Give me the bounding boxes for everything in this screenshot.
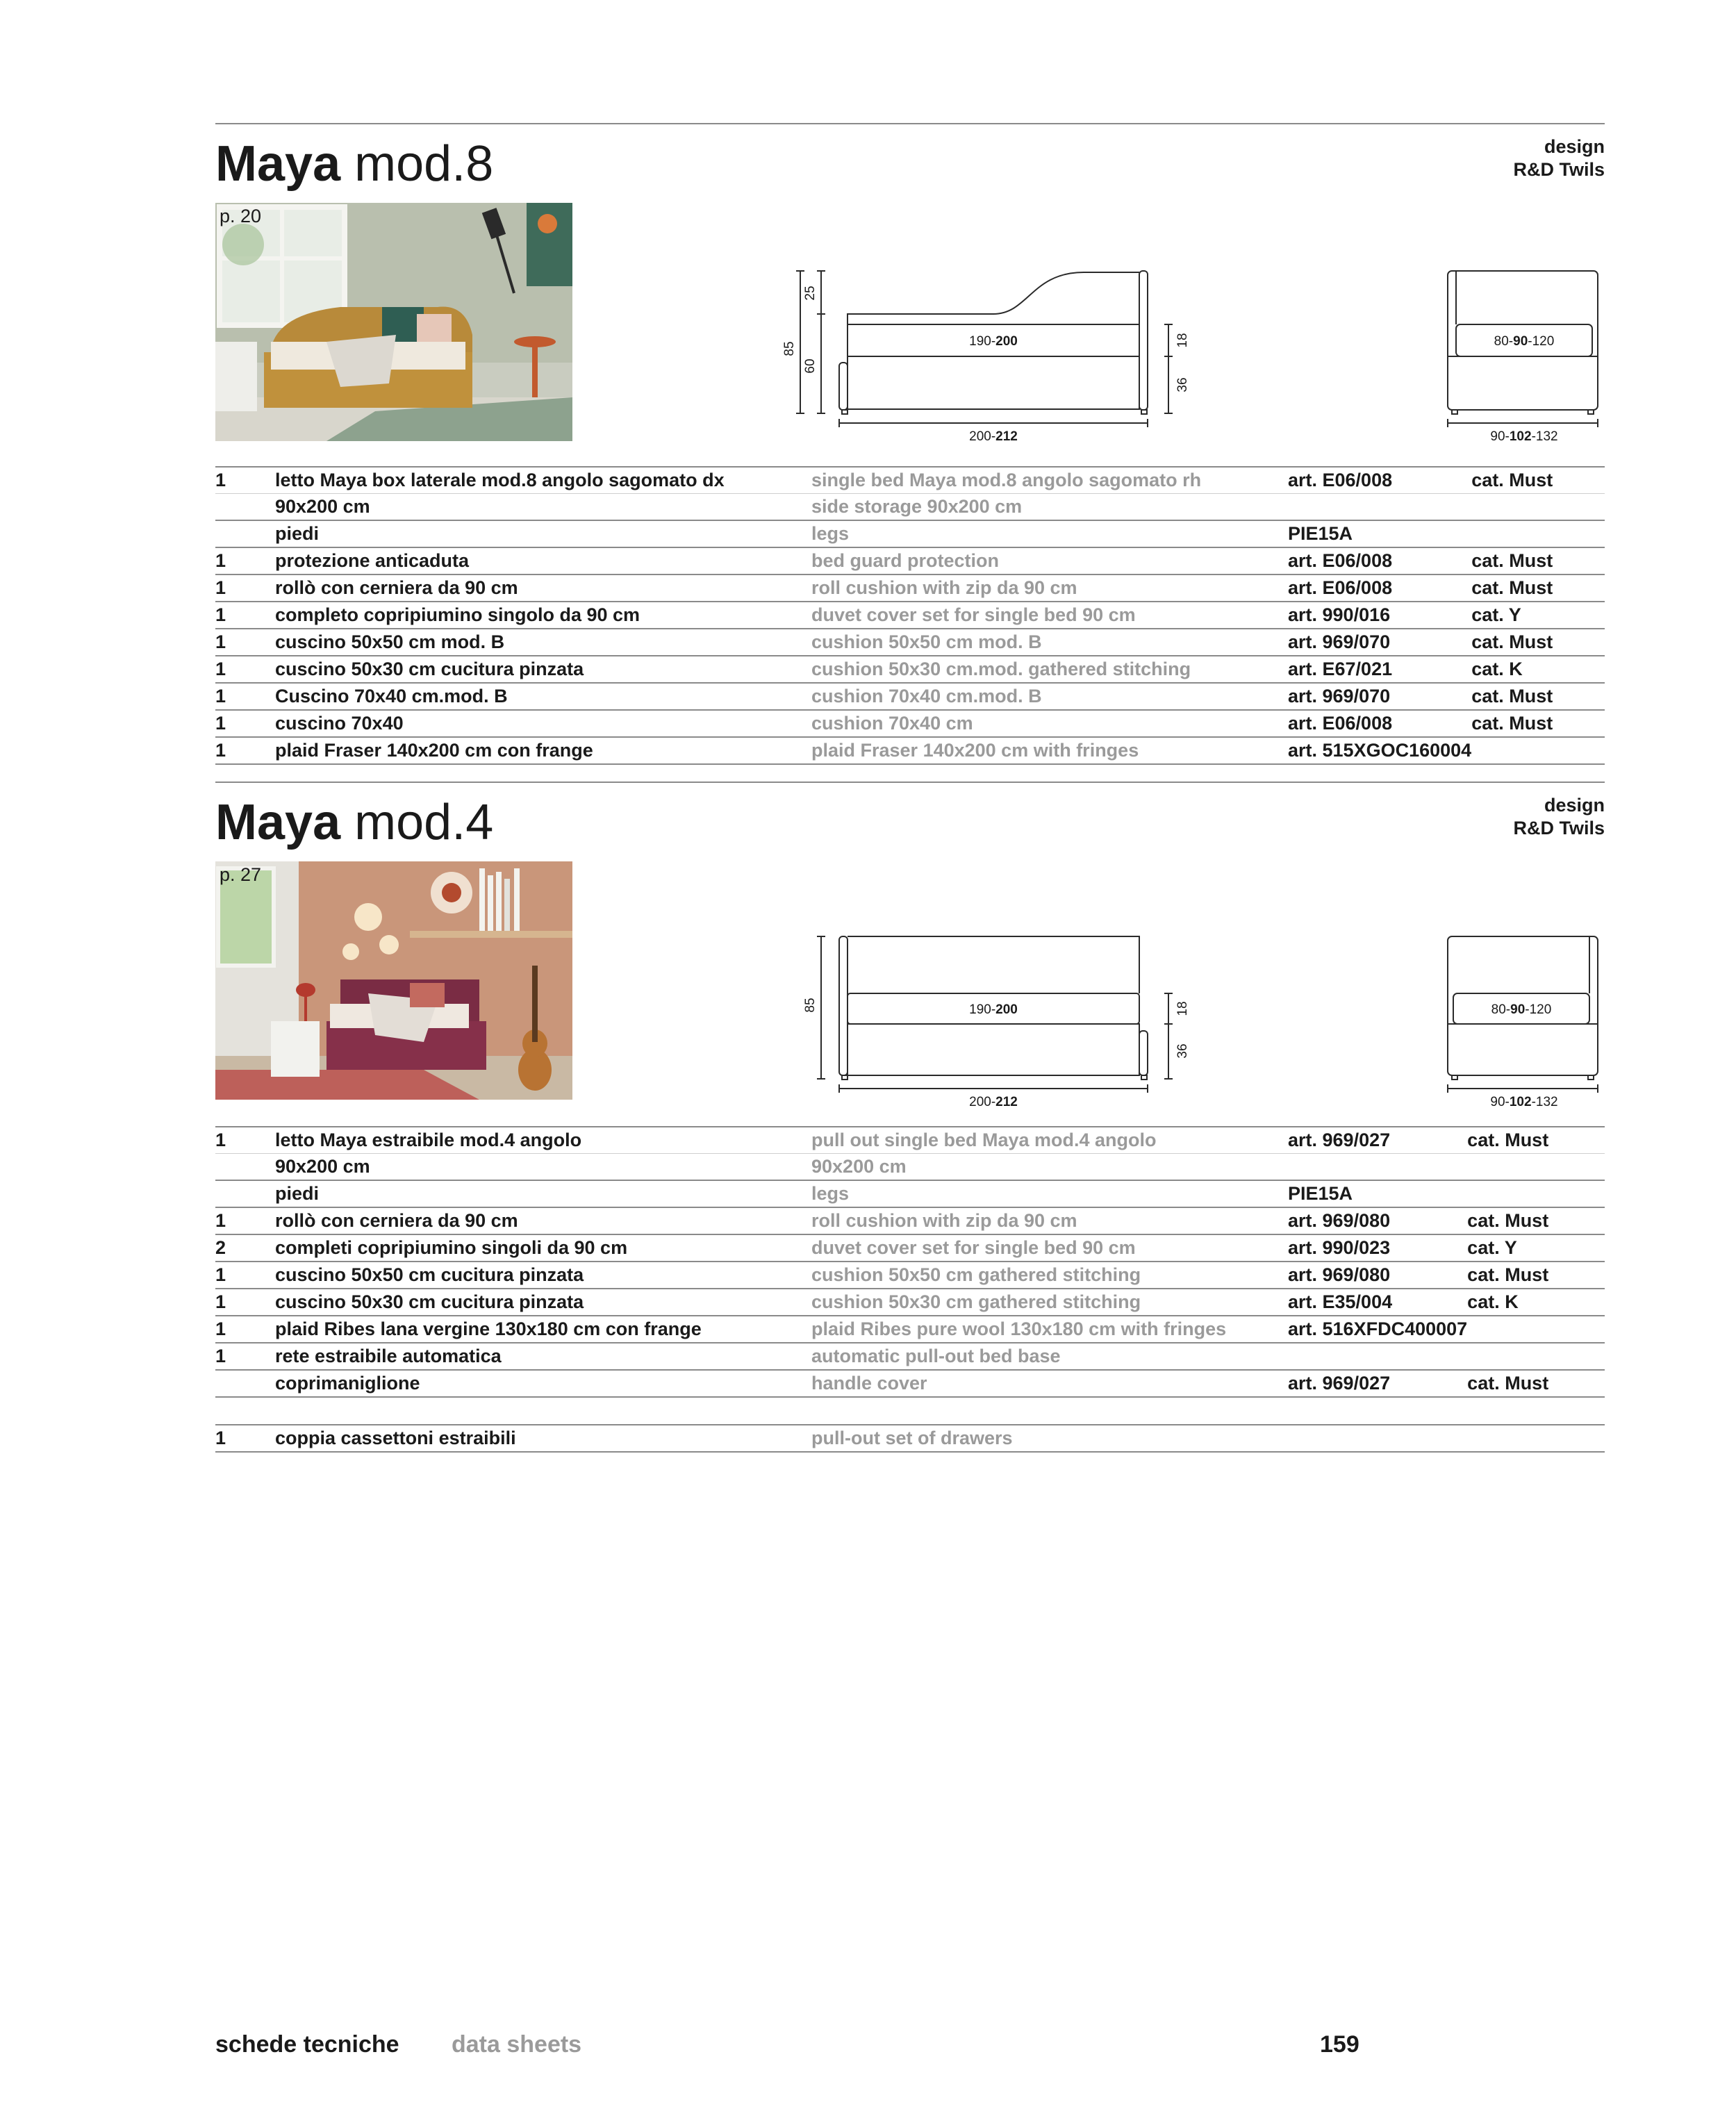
table-spacer [215, 1397, 1605, 1425]
item-it-cell: piedi [275, 1183, 320, 1204]
quantity-cell [215, 494, 275, 521]
article-code-cell [1288, 494, 1471, 521]
item-en-cell: pull out single bed Maya mod.4 angolo [811, 1130, 1157, 1150]
product-title [215, 133, 493, 195]
item-en-cell: roll cushion with zip da 90 cm [811, 577, 1077, 598]
category-cell: cat. K [1471, 659, 1523, 679]
table-row [215, 467, 1605, 494]
table-row [215, 1316, 1605, 1343]
category-cell [1471, 737, 1605, 764]
product-title [215, 791, 493, 854]
dim-overall-length: 200-212 [969, 429, 1018, 444]
quantity-cell: 1 [215, 740, 226, 761]
table-row [215, 629, 1605, 656]
dim-mattress-width: 80-90-120 [1491, 1002, 1552, 1017]
article-code-cell [1288, 1425, 1467, 1452]
article-code-cell: art. E67/021 [1288, 659, 1393, 679]
item-en-cell: side storage 90x200 cm [811, 496, 1023, 517]
item-it-cell: rollò con cerniera da 90 cm [275, 1210, 518, 1231]
dim-height-back: 25 [803, 286, 818, 301]
designer-name: R&D Twils [1513, 159, 1605, 180]
article-code-cell: art. 516XFDC400007 [1288, 1318, 1468, 1339]
category-cell: cat. Must [1471, 631, 1553, 652]
item-en-cell: pull-out set of drawers [811, 1428, 1013, 1448]
quantity-cell: 1 [215, 577, 226, 598]
category-cell: cat. Must [1471, 550, 1553, 571]
article-code-cell: art. 990/016 [1288, 604, 1391, 625]
quantity-cell: 1 [215, 1291, 226, 1312]
article-code-cell: art. 969/070 [1288, 686, 1391, 706]
item-it-cell: completi copripiumino singoli da 90 cm [275, 1237, 628, 1258]
quantity-cell [215, 1154, 275, 1181]
article-code-cell: PIE15A [1288, 523, 1353, 544]
article-code-cell: art. E35/004 [1288, 1291, 1393, 1312]
page-number: 159 [1320, 2031, 1359, 2058]
product-model: mod.4 [354, 795, 494, 850]
design-credit [1513, 135, 1605, 181]
footer-section-label: schede tecniche [215, 2031, 399, 2058]
dim-mattress-length: 190-200 [969, 1002, 1018, 1017]
table-row [215, 1180, 1605, 1207]
item-it-cell: piedi [275, 523, 320, 544]
quantity-cell: 2 [215, 1237, 226, 1258]
item-en-cell: cushion 70x40 cm [811, 713, 973, 734]
page-reference: p. 20 [220, 206, 262, 226]
components-table [215, 1126, 1605, 1453]
category-cell [1467, 1316, 1605, 1343]
item-it-cell: rete estraibile automatica [275, 1346, 502, 1366]
quantity-cell: 1 [215, 631, 226, 652]
design-credit [1513, 794, 1605, 840]
dim-base-h: 36 [1175, 1043, 1190, 1059]
article-code-cell: art. 969/080 [1288, 1210, 1391, 1231]
product-name: Maya [215, 795, 341, 850]
category-cell: cat. Must [1471, 470, 1553, 490]
table-row [215, 1234, 1605, 1262]
article-code-cell: art. 969/027 [1288, 1373, 1391, 1394]
category-cell [1467, 1343, 1605, 1370]
category-cell: cat. Must [1467, 1373, 1549, 1394]
quantity-cell: 1 [215, 1264, 226, 1285]
quantity-cell: 1 [215, 604, 226, 625]
dim-mattress-width: 80-90-120 [1494, 334, 1555, 349]
table-row [215, 1207, 1605, 1234]
item-it-cell: cuscino 50x50 cm mod. B [275, 631, 505, 652]
table-row [215, 547, 1605, 574]
item-it-cell: coprimaniglione [275, 1373, 420, 1394]
category-cell: cat. K [1467, 1291, 1519, 1312]
dim-height-total: 85 [782, 341, 797, 356]
design-label: design [1544, 136, 1605, 157]
quantity-cell [215, 520, 275, 547]
table-row [215, 1154, 1605, 1181]
item-it-cell: 90x200 cm [275, 496, 370, 517]
section-divider [215, 123, 1605, 124]
item-it-cell: protezione anticaduta [275, 550, 470, 571]
item-it-cell: completo copripiumino singolo da 90 cm [275, 604, 640, 625]
dim-overall-width: 90-102-132 [1490, 1095, 1558, 1108]
dim-height-base: 60 [803, 358, 818, 374]
table-row [215, 683, 1605, 710]
design-label: design [1544, 795, 1605, 816]
item-it-cell: plaid Fraser 140x200 cm con frange [275, 740, 593, 761]
quantity-cell: 1 [215, 1428, 226, 1448]
item-en-cell: single bed Maya mod.8 angolo sagomato rh [811, 470, 1202, 490]
item-en-cell: legs [811, 1183, 850, 1204]
dim-base-h: 36 [1175, 377, 1190, 392]
quantity-cell [215, 1370, 275, 1397]
category-cell [1467, 1180, 1605, 1207]
table-row [215, 1262, 1605, 1289]
item-en-cell: cushion 50x30 cm.mod. gathered stitching [811, 659, 1191, 679]
table-row [215, 1370, 1605, 1397]
item-it-cell: 90x200 cm [275, 1156, 370, 1177]
article-code-cell: art. 990/023 [1288, 1237, 1391, 1258]
category-cell: cat. Must [1471, 577, 1553, 598]
item-en-cell: cushion 50x50 cm mod. B [811, 631, 1042, 652]
item-it-cell: plaid Ribes lana vergine 130x180 cm con frange [275, 1318, 702, 1339]
article-code-cell [1288, 1154, 1467, 1181]
page-reference: p. 27 [220, 864, 262, 885]
designer-name: R&D Twils [1513, 818, 1605, 838]
table-row [215, 494, 1605, 521]
product-name: Maya [215, 136, 341, 192]
item-en-cell: bed guard protection [811, 550, 999, 571]
article-code-cell: art. 969/027 [1288, 1130, 1391, 1150]
category-cell: cat. Must [1467, 1130, 1549, 1150]
table-row [215, 574, 1605, 602]
item-it-cell: cuscino 50x50 cm cucitura pinzata [275, 1264, 584, 1285]
article-code-cell: art. E06/008 [1288, 470, 1393, 490]
item-it-cell: coppia cassettoni estraibili [275, 1428, 516, 1448]
article-code-cell [1288, 1343, 1467, 1370]
item-en-cell: legs [811, 523, 850, 544]
dim-overall-length: 200-212 [969, 1095, 1018, 1108]
quantity-cell [215, 1180, 275, 1207]
item-it-cell: rollò con cerniera da 90 cm [275, 577, 518, 598]
category-cell [1471, 494, 1605, 521]
item-it-cell: cuscino 50x30 cm cucitura pinzata [275, 659, 584, 679]
item-en-cell: roll cushion with zip da 90 cm [811, 1210, 1077, 1231]
item-it-cell: Cuscino 70x40 cm.mod. B [275, 686, 508, 706]
category-cell [1467, 1425, 1605, 1452]
table-row [215, 710, 1605, 737]
category-cell: cat. Y [1467, 1237, 1517, 1258]
table-row [215, 1127, 1605, 1154]
item-it-cell: cuscino 70x40 [275, 713, 404, 734]
item-en-cell: automatic pull-out bed base [811, 1346, 1061, 1366]
item-it-cell: letto Maya estraibile mod.4 angolo [275, 1130, 582, 1150]
category-cell: cat. Must [1471, 686, 1553, 706]
article-code-cell: art. 969/080 [1288, 1264, 1391, 1285]
quantity-cell: 1 [215, 1346, 226, 1366]
section-divider [215, 782, 1605, 783]
table-row [215, 1343, 1605, 1370]
article-code-cell: art. E06/008 [1288, 550, 1393, 571]
quantity-cell: 1 [215, 713, 226, 734]
article-code-cell: art. E06/008 [1288, 577, 1393, 598]
category-cell: cat. Must [1471, 713, 1553, 734]
item-it-cell: cuscino 50x30 cm cucitura pinzata [275, 1291, 584, 1312]
dim-mattress-length: 190-200 [969, 334, 1018, 349]
item-en-cell: cushion 50x30 cm gathered stitching [811, 1291, 1141, 1312]
category-cell: cat. Must [1467, 1264, 1549, 1285]
quantity-cell: 1 [215, 686, 226, 706]
category-cell: cat. Y [1471, 604, 1521, 625]
item-en-cell: handle cover [811, 1373, 927, 1394]
table-row [215, 602, 1605, 629]
dim-mattress-h: 18 [1175, 333, 1190, 348]
table-row [215, 737, 1605, 764]
table-row [215, 656, 1605, 683]
quantity-cell: 1 [215, 550, 226, 571]
article-code-cell: PIE15A [1288, 1183, 1353, 1204]
components-table [215, 466, 1605, 765]
article-code-cell: art. 515XGOC160004 [1288, 740, 1472, 761]
item-en-cell: 90x200 cm [811, 1156, 907, 1177]
item-en-cell: plaid Ribes pure wool 130x180 cm with fringes [811, 1318, 1227, 1339]
article-code-cell: art. E06/008 [1288, 713, 1393, 734]
dim-height-total: 85 [803, 998, 818, 1013]
footer-section-label-en: data sheets [452, 2031, 582, 2058]
item-en-cell: duvet cover set for single bed 90 cm [811, 604, 1136, 625]
category-cell [1467, 1154, 1605, 1181]
item-en-cell: duvet cover set for single bed 90 cm [811, 1237, 1136, 1258]
item-en-cell: cushion 70x40 cm.mod. B [811, 686, 1042, 706]
article-code-cell: art. 969/070 [1288, 631, 1391, 652]
item-it-cell: letto Maya box laterale mod.8 angolo sagomato dx [275, 470, 725, 490]
dim-mattress-h: 18 [1175, 1001, 1190, 1016]
table-row [215, 1289, 1605, 1316]
side-view-drawing [215, 851, 1605, 1108]
dim-overall-width: 90-102-132 [1490, 429, 1558, 444]
quantity-cell: 1 [215, 659, 226, 679]
item-en-cell: plaid Fraser 140x200 cm with fringes [811, 740, 1139, 761]
item-en-cell: cushion 50x50 cm gathered stitching [811, 1264, 1141, 1285]
category-cell [1471, 520, 1605, 547]
side-view-drawing [215, 192, 1605, 449]
quantity-cell: 1 [215, 470, 226, 490]
category-cell: cat. Must [1467, 1210, 1549, 1231]
table-row [215, 520, 1605, 547]
quantity-cell: 1 [215, 1130, 226, 1150]
quantity-cell: 1 [215, 1318, 226, 1339]
table-row [215, 1425, 1605, 1452]
product-model: mod.8 [354, 136, 494, 192]
quantity-cell: 1 [215, 1210, 226, 1231]
